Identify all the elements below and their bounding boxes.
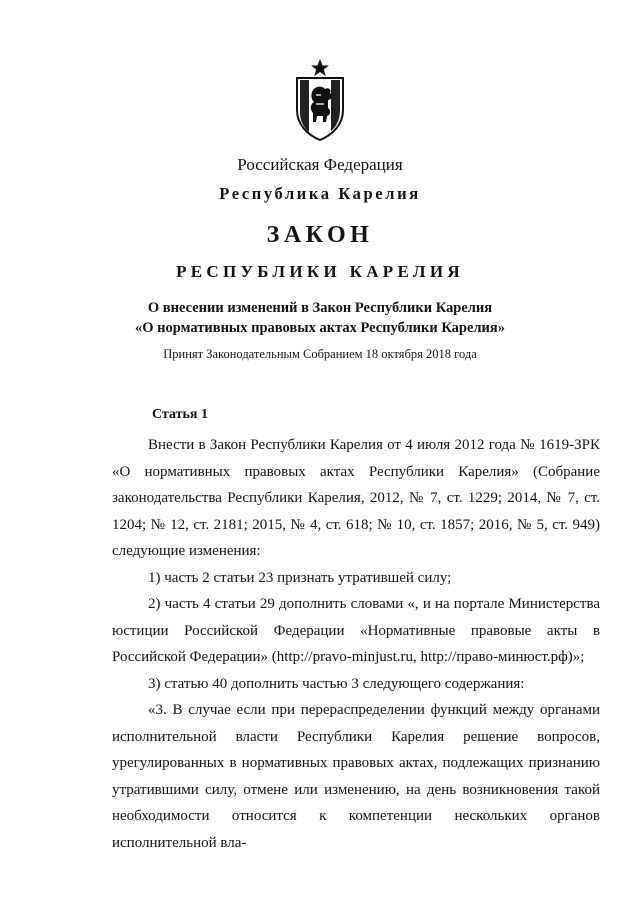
article-paragraph: Внести в Закон Республики Карелия от 4 июля 2012 года № 1619-ЗРК «О нормативных правовых актах Республики Карелия» (Собрание законодательства Республики Карелия, 2012, № 7, ст. 1229; 2014, № 7, ст. 1204; № 12, ст. 2181; 2015, № 4, ст. 618; № 10, ст. 1857; 2016, № 5, ст. 949) следующие изменения: (112, 437, 600, 559)
law-subject-line-1: О внесении изменений в Закон Республики Карелия (147, 300, 493, 316)
adoption-note: Принят Законодательным Собранием 18 октября 2018 года (163, 347, 477, 361)
law-subject (0, 298, 640, 338)
article-paragraph: 1) часть 2 статьи 23 признать утратившей силу; (148, 569, 452, 586)
karelia-coat-of-arms-icon (292, 58, 348, 142)
article-body (112, 432, 600, 856)
law-subtitle: РЕСПУБЛИКИ КАРЕЛИЯ (176, 262, 464, 281)
federation-heading: Российская Федерация (237, 155, 403, 174)
article-paragraph: «3. В случае если при перераспределении функций между органами исполнительной власти Республики Карелия решение вопросов, урегулированных в нормативных правовых актах, подлежащих признанию утратившими силу, отмене или изменению, на день возникновения такой необходимости относится к компетенции нескольких органов исполнительной вла- (112, 702, 600, 851)
law-title: ЗАКОН (266, 222, 374, 248)
article-paragraph: 3) статью 40 дополнить частью 3 следующего содержания: (148, 675, 525, 692)
article-heading: Статья 1 (152, 407, 208, 422)
republic-heading: Республика Карелия (219, 184, 421, 203)
article-paragraph: 2) часть 4 статьи 29 дополнить словами «, и на портале Министерства юстиции Российской Федерации «Нормативные правовые акты в Российской Федерации» (http://pravo-minjust.ru, http://право-минюст.рф)»; (112, 596, 600, 665)
law-subject-line-2: «О нормативных правовых актах Республики Карелия» (135, 320, 505, 336)
